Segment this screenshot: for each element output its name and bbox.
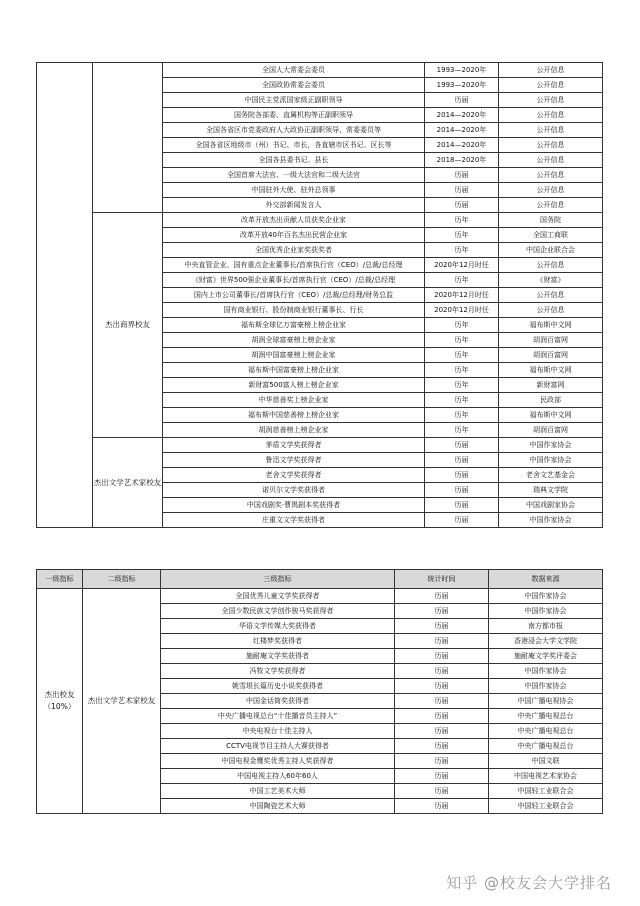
time-cell: 1993—2020年 — [425, 78, 499, 93]
time-cell: 历届 — [395, 784, 489, 799]
table-row — [37, 438, 603, 453]
level2-cell — [93, 63, 163, 213]
time-cell: 历届 — [395, 679, 489, 694]
level3-cell: 中央直管企业、国有重点企业董事长/首席执行官（CEO）/总裁/总经理 — [163, 258, 425, 273]
level3-cell: 胡润全球富豪榜上榜企业家 — [163, 333, 425, 348]
level3-cell: 冯牧文学奖获得者 — [161, 664, 395, 679]
level3-cell: 全国首席大法官、一级大法官和二级大法官 — [163, 168, 425, 183]
time-cell: 历届 — [395, 754, 489, 769]
source-cell: 中国文联 — [489, 754, 603, 769]
source-cell: 中国轻工业联合会 — [489, 784, 603, 799]
level3-cell: 改革开放40年百名杰出民营企业家 — [163, 228, 425, 243]
level3-cell: 中国陶瓷艺术大师 — [161, 799, 395, 814]
time-cell: 历届 — [395, 619, 489, 634]
table-row — [37, 213, 603, 228]
source-cell: 胡润百富网 — [499, 423, 603, 438]
source-cell: 公开信息 — [499, 303, 603, 318]
source-cell: 中国作家协会 — [489, 679, 603, 694]
time-cell: 历届 — [425, 468, 499, 483]
level2-cell: 杰出文学艺术家校友 — [83, 589, 161, 814]
level3-cell: 全国各省区地级市（州）书记、市长，各直辖市区书记、区长等 — [163, 138, 425, 153]
time-cell: 2020年12月时任 — [425, 288, 499, 303]
level3-cell: 中国民主党派国家级正副职领导 — [163, 93, 425, 108]
level3-cell: 中华慈善奖上榜企业家 — [163, 393, 425, 408]
time-cell: 历年 — [425, 408, 499, 423]
time-cell: 历届 — [425, 498, 499, 513]
level3-cell: 中央广播电视总台“十佳播音员主持人” — [161, 709, 395, 724]
source-cell: 公开信息 — [499, 138, 603, 153]
level3-cell: 诺贝尔文学奖获得者 — [163, 483, 425, 498]
level3-cell: 全国优秀企业家奖获奖者 — [163, 243, 425, 258]
level3-cell: 施耐庵文学奖获得者 — [161, 649, 395, 664]
time-cell: 历年 — [425, 378, 499, 393]
level3-cell: 福布斯中国富豪榜上榜企业家 — [163, 363, 425, 378]
source-cell: 中国作家协会 — [499, 453, 603, 468]
time-cell: 历届 — [425, 93, 499, 108]
time-cell: 历届 — [425, 198, 499, 213]
source-cell: 公开信息 — [499, 153, 603, 168]
level1-cell: 杰出校友（10%） — [37, 589, 83, 814]
source-cell: 公开信息 — [499, 183, 603, 198]
level3-cell: 中国电视金鹰奖优秀主持人奖获得者 — [161, 754, 395, 769]
watermark: 知乎 @校友会大学排名 — [446, 874, 612, 892]
level3-cell: 全国人大常委会委员 — [163, 63, 425, 78]
source-cell: 中国电视艺术家协会 — [489, 769, 603, 784]
source-cell: 新财富网 — [499, 378, 603, 393]
source-cell: 南方都市报 — [489, 619, 603, 634]
level3-cell: 国有商业银行、股份制商业银行董事长、行长 — [163, 303, 425, 318]
level3-cell: 全国优秀儿童文学奖获得者 — [161, 589, 395, 604]
source-cell: 瑞典文学院 — [499, 483, 603, 498]
header-time: 统计时间 — [395, 570, 489, 589]
source-cell: 老舍文艺基金会 — [499, 468, 603, 483]
time-cell: 历届 — [395, 634, 489, 649]
level3-cell: 中国戏剧奖·曹禺剧本奖获得者 — [163, 498, 425, 513]
level3-cell: 福布斯中国慈善榜上榜企业家 — [163, 408, 425, 423]
time-cell: 历届 — [395, 589, 489, 604]
time-cell: 历年 — [425, 318, 499, 333]
level3-cell: 福布斯全球亿万富豪榜上榜企业家 — [163, 318, 425, 333]
time-cell: 历年 — [425, 423, 499, 438]
table-header-row — [37, 570, 603, 589]
level3-cell: 国务院各部委、直属机构等正副职领导 — [163, 108, 425, 123]
level3-cell: 红楼梦奖获得者 — [161, 634, 395, 649]
level3-cell: 全国少数民族文学创作骏马奖获得者 — [161, 604, 395, 619]
level3-cell: 中国电视主持人60年60人 — [161, 769, 395, 784]
level3-cell: 华语文学传媒大奖获得者 — [161, 619, 395, 634]
source-cell: 公开信息 — [499, 108, 603, 123]
source-cell: 公开信息 — [499, 93, 603, 108]
source-cell: 中国作家协会 — [499, 513, 603, 528]
level3-cell: 中国金话筒奖获得者 — [161, 694, 395, 709]
source-cell: 中国作家协会 — [489, 589, 603, 604]
level3-cell: 全国各省区市党委政府人大政协正副职领导、常委委员等 — [163, 123, 425, 138]
source-cell: 国务院 — [499, 213, 603, 228]
indicator-table — [36, 569, 603, 814]
source-cell: 中国企业联合会 — [499, 243, 603, 258]
level3-cell: 胡润慈善榜上榜企业家 — [163, 423, 425, 438]
level3-cell: 中国驻外大使、驻外总领事 — [163, 183, 425, 198]
level3-cell: 姚雪垠长篇历史小说奖获得者 — [161, 679, 395, 694]
level1-cell — [37, 63, 93, 528]
level3-cell: 中央电视台十佳主持人 — [161, 724, 395, 739]
source-cell: 全国工商联 — [499, 228, 603, 243]
source-cell: 中央广播电视总台 — [489, 739, 603, 754]
level3-cell: 茅盾文学奖获得者 — [163, 438, 425, 453]
source-cell: 中国作家协会 — [499, 438, 603, 453]
source-cell: 公开信息 — [499, 63, 603, 78]
time-cell: 历年 — [425, 363, 499, 378]
level3-cell: 庄重文文学奖获得者 — [163, 513, 425, 528]
time-cell: 2014—2020年 — [425, 108, 499, 123]
source-cell: 公开信息 — [499, 78, 603, 93]
header-source: 数据来源 — [489, 570, 603, 589]
header-level1: 一级指标 — [37, 570, 83, 589]
level3-cell: 《财富》世界500强企业董事长/首席执行官（CEO）/总裁/总经理 — [163, 273, 425, 288]
time-cell: 历年 — [425, 228, 499, 243]
time-cell: 历届 — [395, 739, 489, 754]
level3-cell: 国内上市公司董事长/首席执行官（CEO）/总裁/总经理/财务总监 — [163, 288, 425, 303]
source-cell: 公开信息 — [499, 168, 603, 183]
time-cell: 历年 — [425, 333, 499, 348]
time-cell: 1993—2020年 — [425, 63, 499, 78]
source-cell: 中国轻工业联合会 — [489, 799, 603, 814]
source-cell: 公开信息 — [499, 258, 603, 273]
source-cell: 《财富》 — [499, 273, 603, 288]
source-cell: 胡润百富网 — [499, 348, 603, 363]
time-cell: 2020年12月时任 — [425, 303, 499, 318]
time-cell: 历届 — [395, 664, 489, 679]
source-cell: 香港浸会大学文学院 — [489, 634, 603, 649]
source-cell: 中国戏剧家协会 — [499, 498, 603, 513]
level2-cell: 杰出文学艺术家校友 — [93, 438, 163, 528]
time-cell: 历届 — [395, 709, 489, 724]
level3-cell: 全国各县委书记、县长 — [163, 153, 425, 168]
source-cell: 民政部 — [499, 393, 603, 408]
source-cell: 福布斯中文网 — [499, 318, 603, 333]
time-cell: 历届 — [395, 769, 489, 784]
header-level3: 三级指标 — [161, 570, 395, 589]
time-cell: 历年 — [425, 273, 499, 288]
level3-cell: 胡润中国富豪榜上榜企业家 — [163, 348, 425, 363]
time-cell: 历届 — [425, 438, 499, 453]
source-cell: 胡润百富网 — [499, 333, 603, 348]
source-cell: 中央广播电视总台 — [489, 709, 603, 724]
time-cell: 历届 — [395, 649, 489, 664]
table-row — [37, 63, 603, 78]
level3-cell: 改革开放杰出贡献人员获奖企业家 — [163, 213, 425, 228]
time-cell: 2018—2020年 — [425, 153, 499, 168]
source-cell: 福布斯中文网 — [499, 408, 603, 423]
source-cell: 公开信息 — [499, 123, 603, 138]
source-cell: 中国作家协会 — [489, 664, 603, 679]
level3-cell: 外交部新闻发言人 — [163, 198, 425, 213]
time-cell: 历届 — [395, 604, 489, 619]
time-cell: 历年 — [425, 243, 499, 258]
level3-cell: 老舍文学奖获得者 — [163, 468, 425, 483]
time-cell: 历年 — [425, 393, 499, 408]
time-cell: 历届 — [395, 724, 489, 739]
source-cell: 施耐庵文学奖评委会 — [489, 649, 603, 664]
indicator-table-continued — [36, 62, 603, 528]
level2-cell: 杰出商界校友 — [93, 213, 163, 438]
source-cell: 福布斯中文网 — [499, 363, 603, 378]
source-cell: 中央广播电视总台 — [489, 724, 603, 739]
time-cell: 历届 — [395, 799, 489, 814]
level3-cell: 全国政协常委会委员 — [163, 78, 425, 93]
level3-cell: 中国工艺美术大师 — [161, 784, 395, 799]
time-cell: 历届 — [425, 183, 499, 198]
source-cell: 中国作家协会 — [489, 604, 603, 619]
time-cell: 2020年12月时任 — [425, 258, 499, 273]
source-cell: 公开信息 — [499, 288, 603, 303]
time-cell: 历届 — [425, 513, 499, 528]
header-level2: 二级指标 — [83, 570, 161, 589]
level3-cell: CCTV电视节目主持人大赛获得者 — [161, 739, 395, 754]
time-cell: 2014—2020年 — [425, 138, 499, 153]
time-cell: 历届 — [425, 168, 499, 183]
source-cell: 公开信息 — [499, 198, 603, 213]
level3-cell: 新财富500富人榜上榜企业家 — [163, 378, 425, 393]
time-cell: 历年 — [425, 213, 499, 228]
time-cell: 历届 — [425, 483, 499, 498]
source-cell: 中国广播电视协会 — [489, 694, 603, 709]
time-cell: 历届 — [425, 453, 499, 468]
table-row — [37, 589, 603, 604]
time-cell: 历年 — [425, 348, 499, 363]
level3-cell: 鲁迅文学奖获得者 — [163, 453, 425, 468]
time-cell: 2014—2020年 — [425, 123, 499, 138]
time-cell: 历届 — [395, 694, 489, 709]
